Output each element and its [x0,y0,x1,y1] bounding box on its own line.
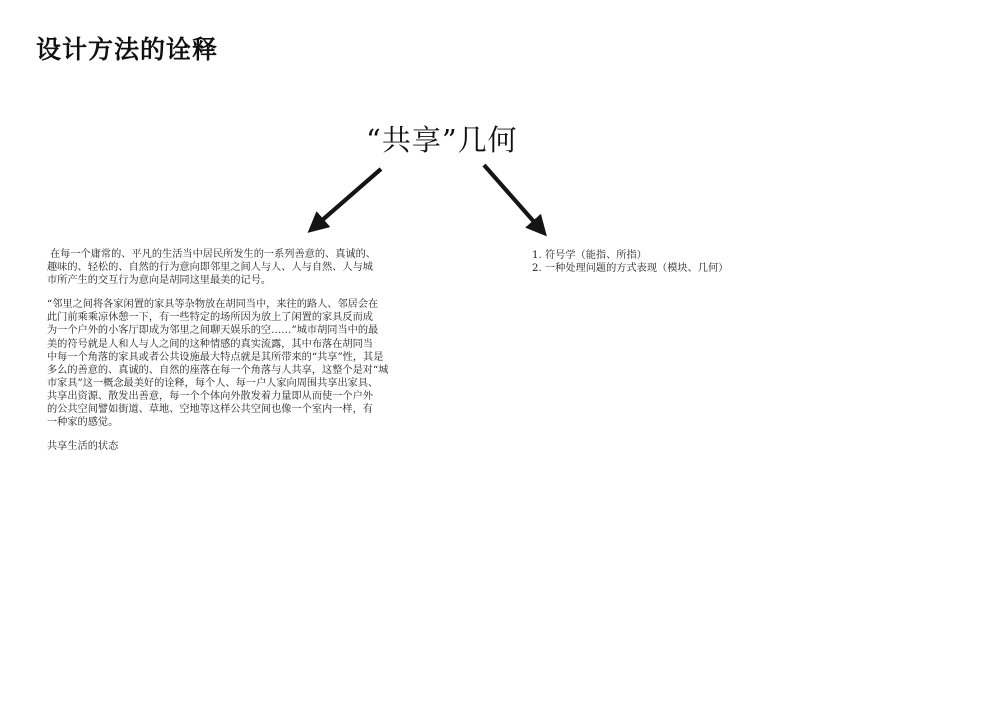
list-item: 1. 符号学（能指、所指） [532,250,647,261]
left-arrow [312,169,381,229]
list-item: 2. 一种处理问题的方式表现（模块、几何） [532,263,729,274]
page-title: 设计方法的诠释 [36,35,219,64]
intro-paragraph: 在每一个庸常的、平凡的生活当中居民所发生的一系列善意的、真诚的、 趣味的、轻松的、自然的行为意向即邻里之间人与人、人与自然、人与城 市所产生的交互行为意向是胡同这里最美的记号。 [47,249,376,287]
caption-text: 共享生活的状态 [47,441,119,453]
right-list [532,249,792,275]
concept-title: “共享”几何 [366,123,518,157]
right-arrow [484,165,543,232]
body-paragraph: “邻里之间将各家闲置的家具等杂物放在胡同当中，来往的路人、邻居会在 此门前乘乘凉休憩一下，有一些特定的场所因为放上了闲置的家具反而成 为一个户外的小客厅即成为邻里之间聊天娱乐的空……”城市胡同当中的最 美的符号就是人和人与人之间的这种情感的真实流露，其中布落在胡同当 中每一个角落的家具或者公共设施最大特点就是其所带来的“共享”性，其是 多么的善意的、真诚的、自然的座落在每一个角落与人共享，这整个是对“城 市家具”这一概念最美好的诠释，每个人、每一户人家向周围共享出家具、 共享出资源、散发出善意，每一个个体向外散发着力量即从而使一个户外 的公共空间譬如街道、草地、空地等这样公共空间也像一个室内一样，有 一种家的感觉。 [47,299,389,429]
left-text-block [47,248,407,464]
